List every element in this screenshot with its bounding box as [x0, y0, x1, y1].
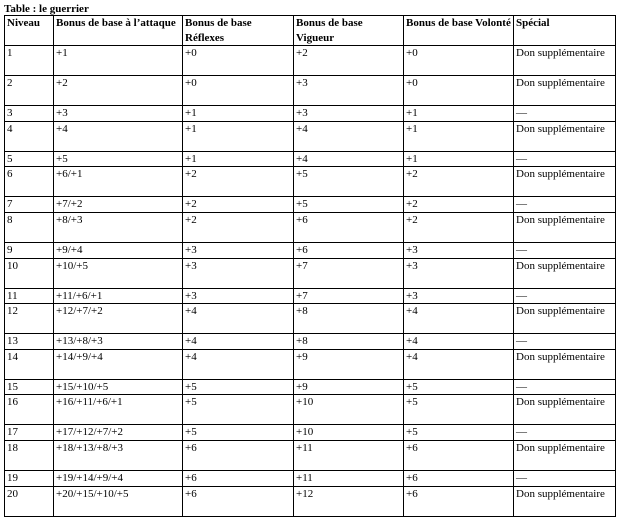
- header-special: Spécial: [514, 16, 616, 46]
- header-fortitude: Bonus de base Vigueur: [294, 16, 404, 46]
- cell-will: +6: [404, 470, 514, 486]
- cell-special: —: [514, 151, 616, 167]
- table-row: [5, 121, 616, 151]
- cell-special: —: [514, 242, 616, 258]
- cell-reflex: +4: [183, 304, 294, 334]
- fighter-table: [4, 15, 616, 517]
- cell-base-attack: +7/+2: [54, 197, 183, 213]
- table-row: [5, 379, 616, 395]
- cell-will: +2: [404, 197, 514, 213]
- cell-base-attack: +4: [54, 121, 183, 151]
- cell-base-attack: +19/+14/+9/+4: [54, 470, 183, 486]
- cell-reflex: +3: [183, 288, 294, 304]
- cell-reflex: +1: [183, 121, 294, 151]
- cell-will: +5: [404, 395, 514, 425]
- cell-base-attack: +16/+11/+6/+1: [54, 395, 183, 425]
- table-row: [5, 197, 616, 213]
- cell-base-attack: +11/+6/+1: [54, 288, 183, 304]
- header-base-attack: Bonus de base à l’attaque: [54, 16, 183, 46]
- table-row: [5, 258, 616, 288]
- cell-base-attack: +5: [54, 151, 183, 167]
- cell-fortitude: +10: [294, 395, 404, 425]
- cell-special: Don supplémentaire: [514, 440, 616, 470]
- cell-special: Don supplémentaire: [514, 121, 616, 151]
- cell-fortitude: +8: [294, 334, 404, 350]
- cell-will: +4: [404, 304, 514, 334]
- cell-special: —: [514, 288, 616, 304]
- cell-will: +1: [404, 121, 514, 151]
- table-row: [5, 167, 616, 197]
- cell-special: —: [514, 334, 616, 350]
- cell-base-attack: +2: [54, 76, 183, 106]
- cell-special: Don supplémentaire: [514, 76, 616, 106]
- cell-reflex: +6: [183, 470, 294, 486]
- header-reflex: Bonus de base Réflexes: [183, 16, 294, 46]
- cell-reflex: +5: [183, 425, 294, 441]
- table-row: [5, 425, 616, 441]
- cell-base-attack: +18/+13/+8/+3: [54, 440, 183, 470]
- cell-level: 3: [5, 106, 54, 122]
- cell-level: 9: [5, 242, 54, 258]
- cell-level: 16: [5, 395, 54, 425]
- cell-level: 17: [5, 425, 54, 441]
- cell-fortitude: +8: [294, 304, 404, 334]
- cell-will: +2: [404, 212, 514, 242]
- cell-level: 18: [5, 440, 54, 470]
- cell-special: Don supplémentaire: [514, 212, 616, 242]
- cell-base-attack: +14/+9/+4: [54, 349, 183, 379]
- cell-reflex: +2: [183, 212, 294, 242]
- cell-special: —: [514, 425, 616, 441]
- cell-will: +5: [404, 425, 514, 441]
- cell-will: +4: [404, 349, 514, 379]
- cell-fortitude: +9: [294, 349, 404, 379]
- cell-fortitude: +5: [294, 167, 404, 197]
- cell-will: +1: [404, 106, 514, 122]
- cell-fortitude: +7: [294, 288, 404, 304]
- table-row: [5, 106, 616, 122]
- cell-reflex: +0: [183, 76, 294, 106]
- cell-will: +4: [404, 334, 514, 350]
- cell-will: +0: [404, 76, 514, 106]
- header-row: [5, 16, 616, 46]
- cell-fortitude: +3: [294, 76, 404, 106]
- cell-level: 11: [5, 288, 54, 304]
- cell-fortitude: +4: [294, 151, 404, 167]
- cell-will: +6: [404, 486, 514, 516]
- table-row: [5, 151, 616, 167]
- table-caption: Table : le guerrier: [4, 3, 89, 15]
- table-row: [5, 486, 616, 516]
- cell-special: Don supplémentaire: [514, 349, 616, 379]
- cell-will: +0: [404, 46, 514, 76]
- cell-level: 1: [5, 46, 54, 76]
- cell-special: —: [514, 470, 616, 486]
- cell-base-attack: +8/+3: [54, 212, 183, 242]
- cell-base-attack: +15/+10/+5: [54, 379, 183, 395]
- cell-special: —: [514, 379, 616, 395]
- header-level: Niveau: [5, 16, 54, 46]
- cell-reflex: +4: [183, 334, 294, 350]
- cell-base-attack: +17/+12/+7/+2: [54, 425, 183, 441]
- cell-fortitude: +3: [294, 106, 404, 122]
- cell-fortitude: +11: [294, 470, 404, 486]
- cell-fortitude: +4: [294, 121, 404, 151]
- cell-level: 10: [5, 258, 54, 288]
- cell-special: Don supplémentaire: [514, 46, 616, 76]
- table-row: [5, 76, 616, 106]
- cell-fortitude: +12: [294, 486, 404, 516]
- cell-special: Don supplémentaire: [514, 167, 616, 197]
- table-row: [5, 440, 616, 470]
- cell-reflex: +1: [183, 106, 294, 122]
- table-row: [5, 46, 616, 76]
- cell-fortitude: +6: [294, 212, 404, 242]
- cell-special: Don supplémentaire: [514, 258, 616, 288]
- cell-base-attack: +1: [54, 46, 183, 76]
- table-row: [5, 334, 616, 350]
- cell-fortitude: +10: [294, 425, 404, 441]
- header-will: Bonus de base Volonté: [404, 16, 514, 46]
- cell-fortitude: +7: [294, 258, 404, 288]
- cell-will: +2: [404, 167, 514, 197]
- cell-special: —: [514, 197, 616, 213]
- cell-special: Don supplémentaire: [514, 304, 616, 334]
- table-row: [5, 288, 616, 304]
- cell-level: 7: [5, 197, 54, 213]
- cell-reflex: +6: [183, 440, 294, 470]
- cell-reflex: +0: [183, 46, 294, 76]
- cell-base-attack: +12/+7/+2: [54, 304, 183, 334]
- cell-special: Don supplémentaire: [514, 486, 616, 516]
- cell-special: Don supplémentaire: [514, 395, 616, 425]
- table-row: [5, 212, 616, 242]
- cell-reflex: +3: [183, 258, 294, 288]
- cell-base-attack: +3: [54, 106, 183, 122]
- cell-fortitude: +5: [294, 197, 404, 213]
- cell-level: 8: [5, 212, 54, 242]
- table-row: [5, 395, 616, 425]
- table-row: [5, 304, 616, 334]
- cell-reflex: +3: [183, 242, 294, 258]
- cell-base-attack: +13/+8/+3: [54, 334, 183, 350]
- cell-level: 2: [5, 76, 54, 106]
- cell-reflex: +2: [183, 167, 294, 197]
- cell-level: 15: [5, 379, 54, 395]
- cell-reflex: +2: [183, 197, 294, 213]
- cell-will: +1: [404, 151, 514, 167]
- cell-fortitude: +6: [294, 242, 404, 258]
- cell-will: +3: [404, 288, 514, 304]
- cell-level: 13: [5, 334, 54, 350]
- cell-level: 12: [5, 304, 54, 334]
- cell-will: +3: [404, 258, 514, 288]
- cell-fortitude: +11: [294, 440, 404, 470]
- table-body: [5, 46, 616, 516]
- cell-level: 6: [5, 167, 54, 197]
- cell-fortitude: +9: [294, 379, 404, 395]
- cell-base-attack: +20/+15/+10/+5: [54, 486, 183, 516]
- cell-reflex: +6: [183, 486, 294, 516]
- table-row: [5, 349, 616, 379]
- cell-fortitude: +2: [294, 46, 404, 76]
- cell-base-attack: +9/+4: [54, 242, 183, 258]
- cell-level: 19: [5, 470, 54, 486]
- cell-reflex: +4: [183, 349, 294, 379]
- cell-level: 20: [5, 486, 54, 516]
- cell-level: 4: [5, 121, 54, 151]
- cell-level: 14: [5, 349, 54, 379]
- cell-reflex: +5: [183, 395, 294, 425]
- cell-base-attack: +6/+1: [54, 167, 183, 197]
- cell-level: 5: [5, 151, 54, 167]
- table-row: [5, 242, 616, 258]
- cell-reflex: +5: [183, 379, 294, 395]
- cell-will: +3: [404, 242, 514, 258]
- cell-base-attack: +10/+5: [54, 258, 183, 288]
- cell-reflex: +1: [183, 151, 294, 167]
- table-row: [5, 470, 616, 486]
- cell-will: +6: [404, 440, 514, 470]
- cell-will: +5: [404, 379, 514, 395]
- cell-special: —: [514, 106, 616, 122]
